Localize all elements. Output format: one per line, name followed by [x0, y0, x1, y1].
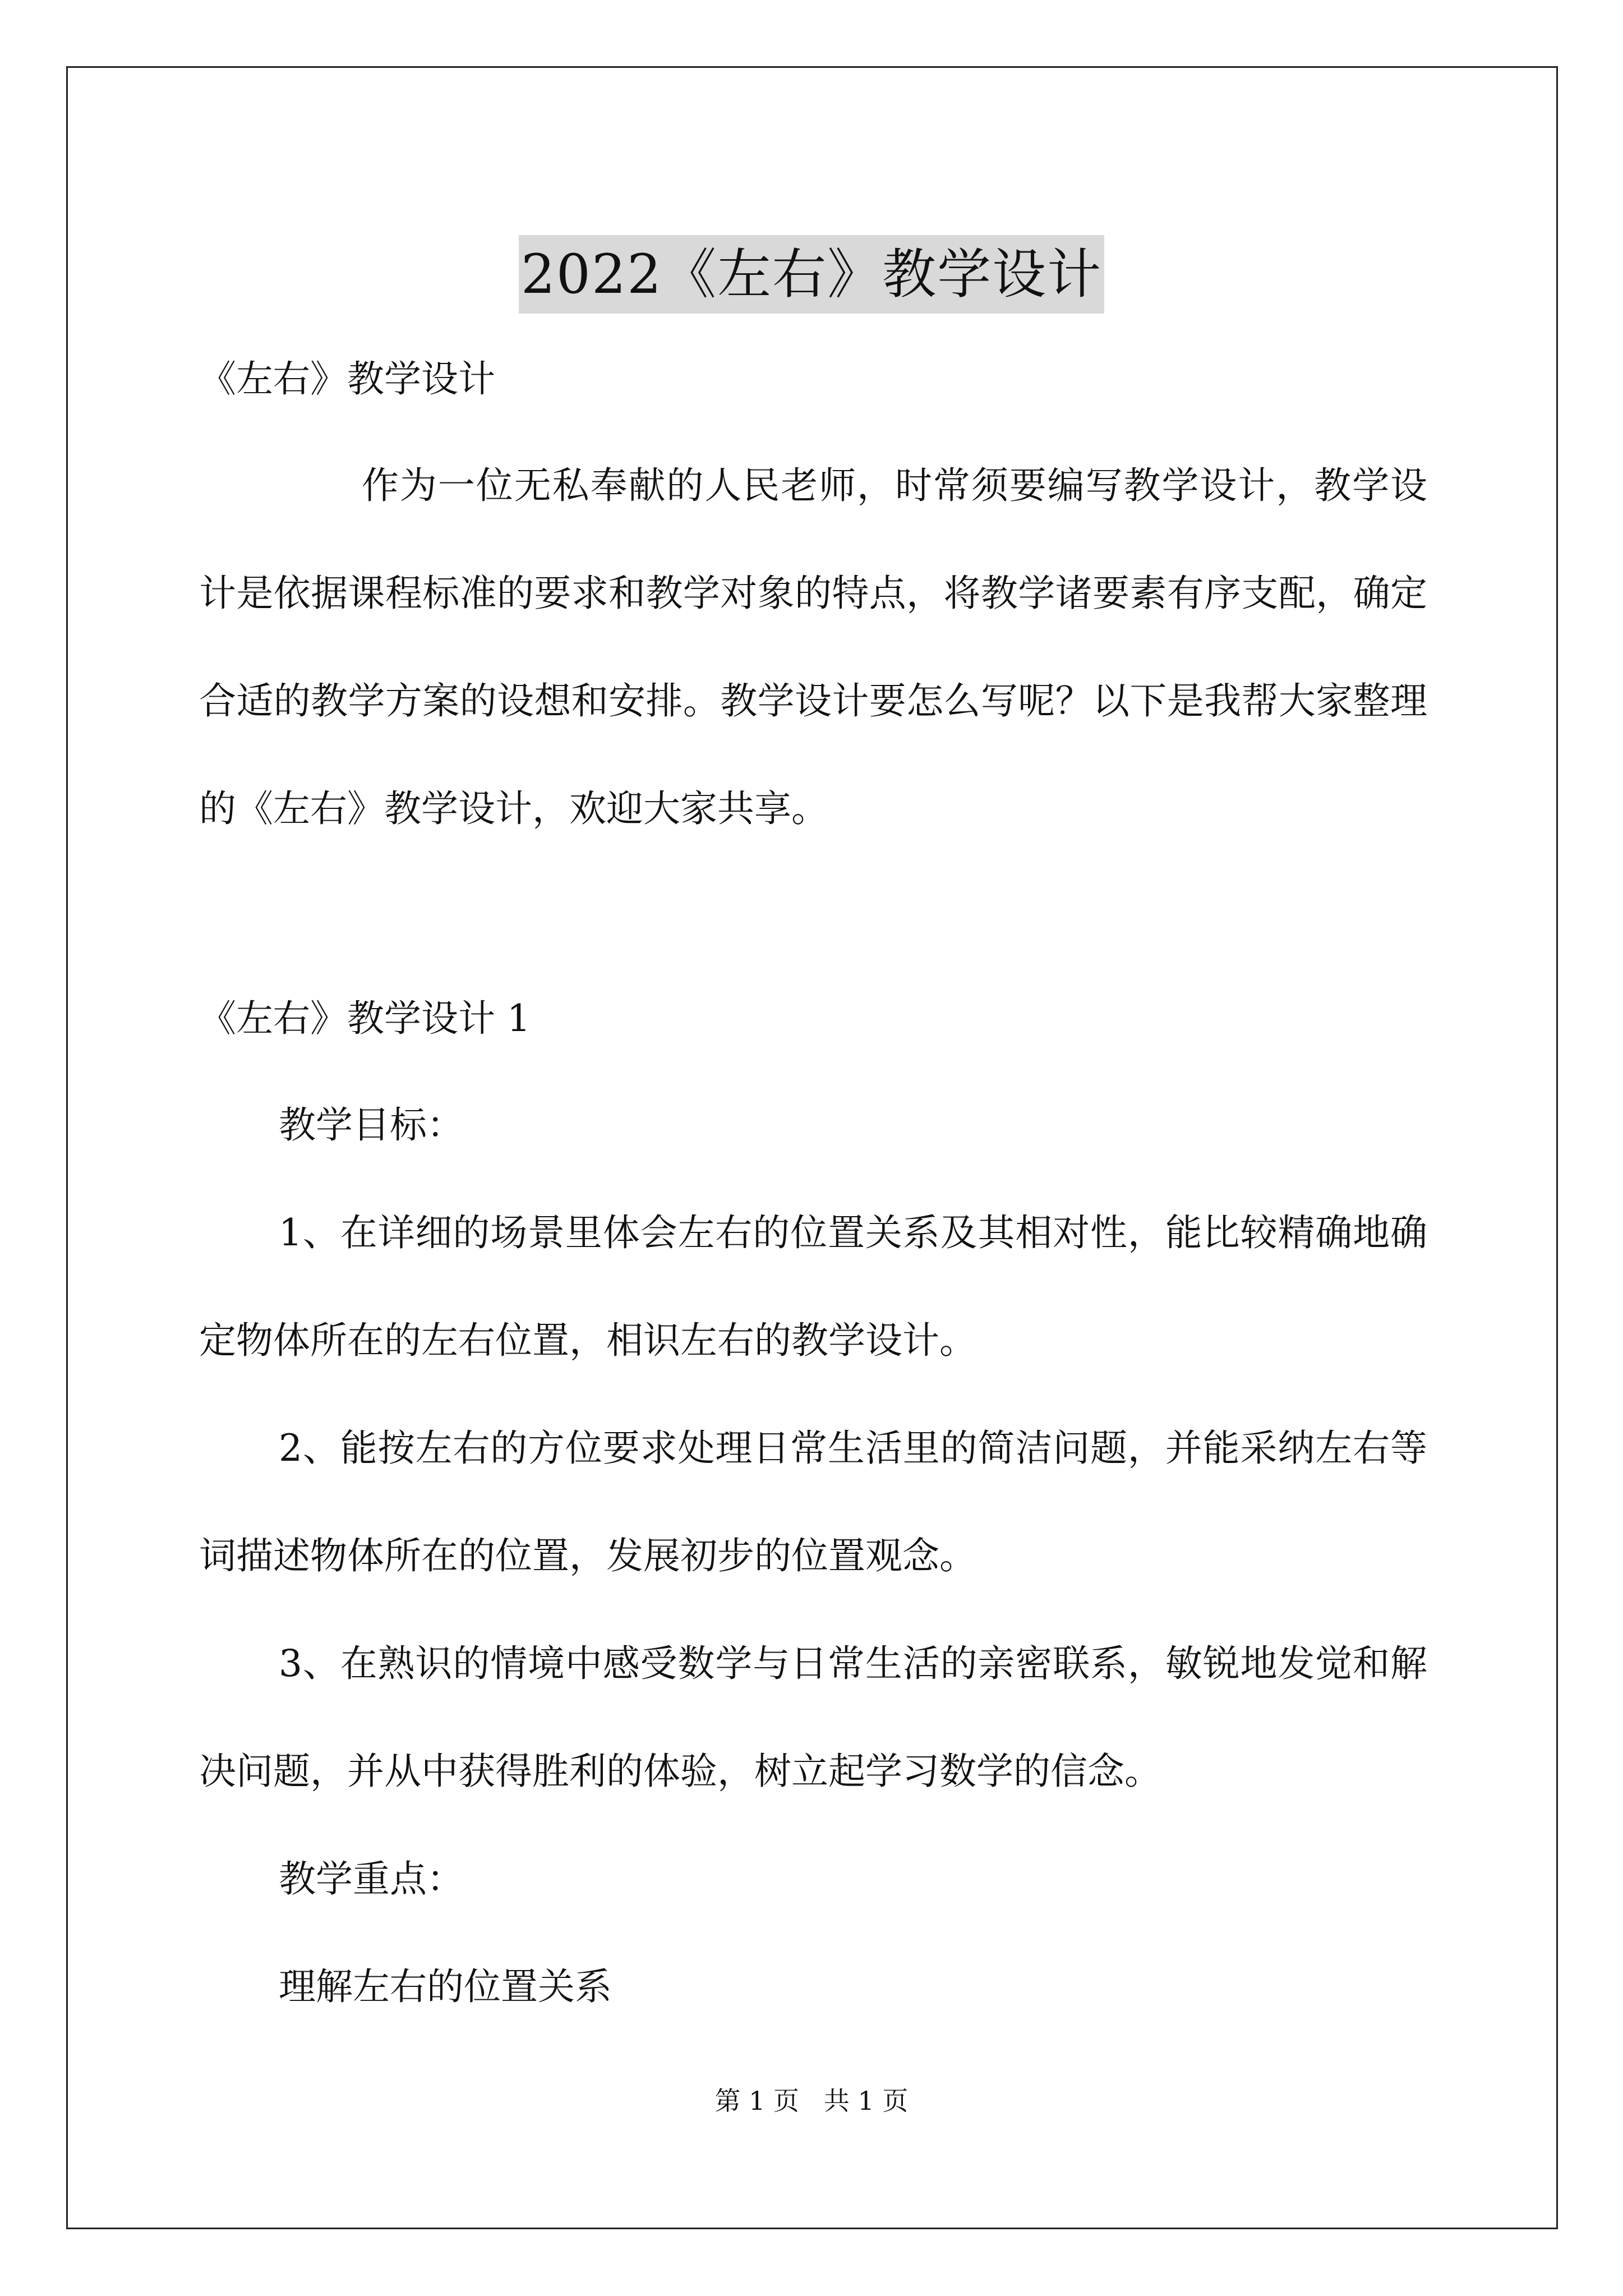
intro-heading-block	[199, 325, 1427, 433]
intro-paragraph: 作为一位无私奉献的人民老师，时常须要编写教学设计，教学设计是依据课程标准的要求和教学对象的特点，将教学诸要素有序支配，确定合适的教学方案的设想和安排。教学设计要怎么写呢？以下是我帮大家整理的《左右》教学设计，欢迎大家共享。	[199, 464, 1427, 830]
paragraph-goal-2: 2、能按左右的方位要求处理日常生活里的简洁问题，并能采纳左右等词描述物体所在的位置，发展初步的位置观念。	[199, 1427, 1427, 1577]
intro-heading: 《左右》教学设计	[199, 357, 495, 401]
section-body	[199, 1071, 1427, 2041]
paragraph-teaching-goals-heading: 教学目标：	[279, 1103, 464, 1147]
page-footer: 第 1 页 共 1 页	[714, 2086, 909, 2116]
intro-body	[199, 432, 1427, 863]
paragraph-key-point: 理解左右的位置关系	[279, 1965, 612, 2008]
paragraph-key-points-heading: 教学重点：	[279, 1857, 464, 1901]
paragraph-goal-1: 1、在详细的场景里体会左右的位置关系及其相对性，能比较精确地确定物体所在的左右位置，相识左右的教学设计。	[199, 1211, 1427, 1362]
section-heading: 《左右》教学设计 1	[199, 997, 531, 1040]
paragraph-goal-3: 3、在熟识的情境中感受数学与日常生活的亲密联系，敏锐地发觉和解决问题，并从中获得胜利的体验，树立起学习数学的信念。	[199, 1642, 1427, 1793]
section-heading-block	[199, 965, 1427, 1073]
document-title: 2022《左右》教学设计	[519, 235, 1104, 314]
